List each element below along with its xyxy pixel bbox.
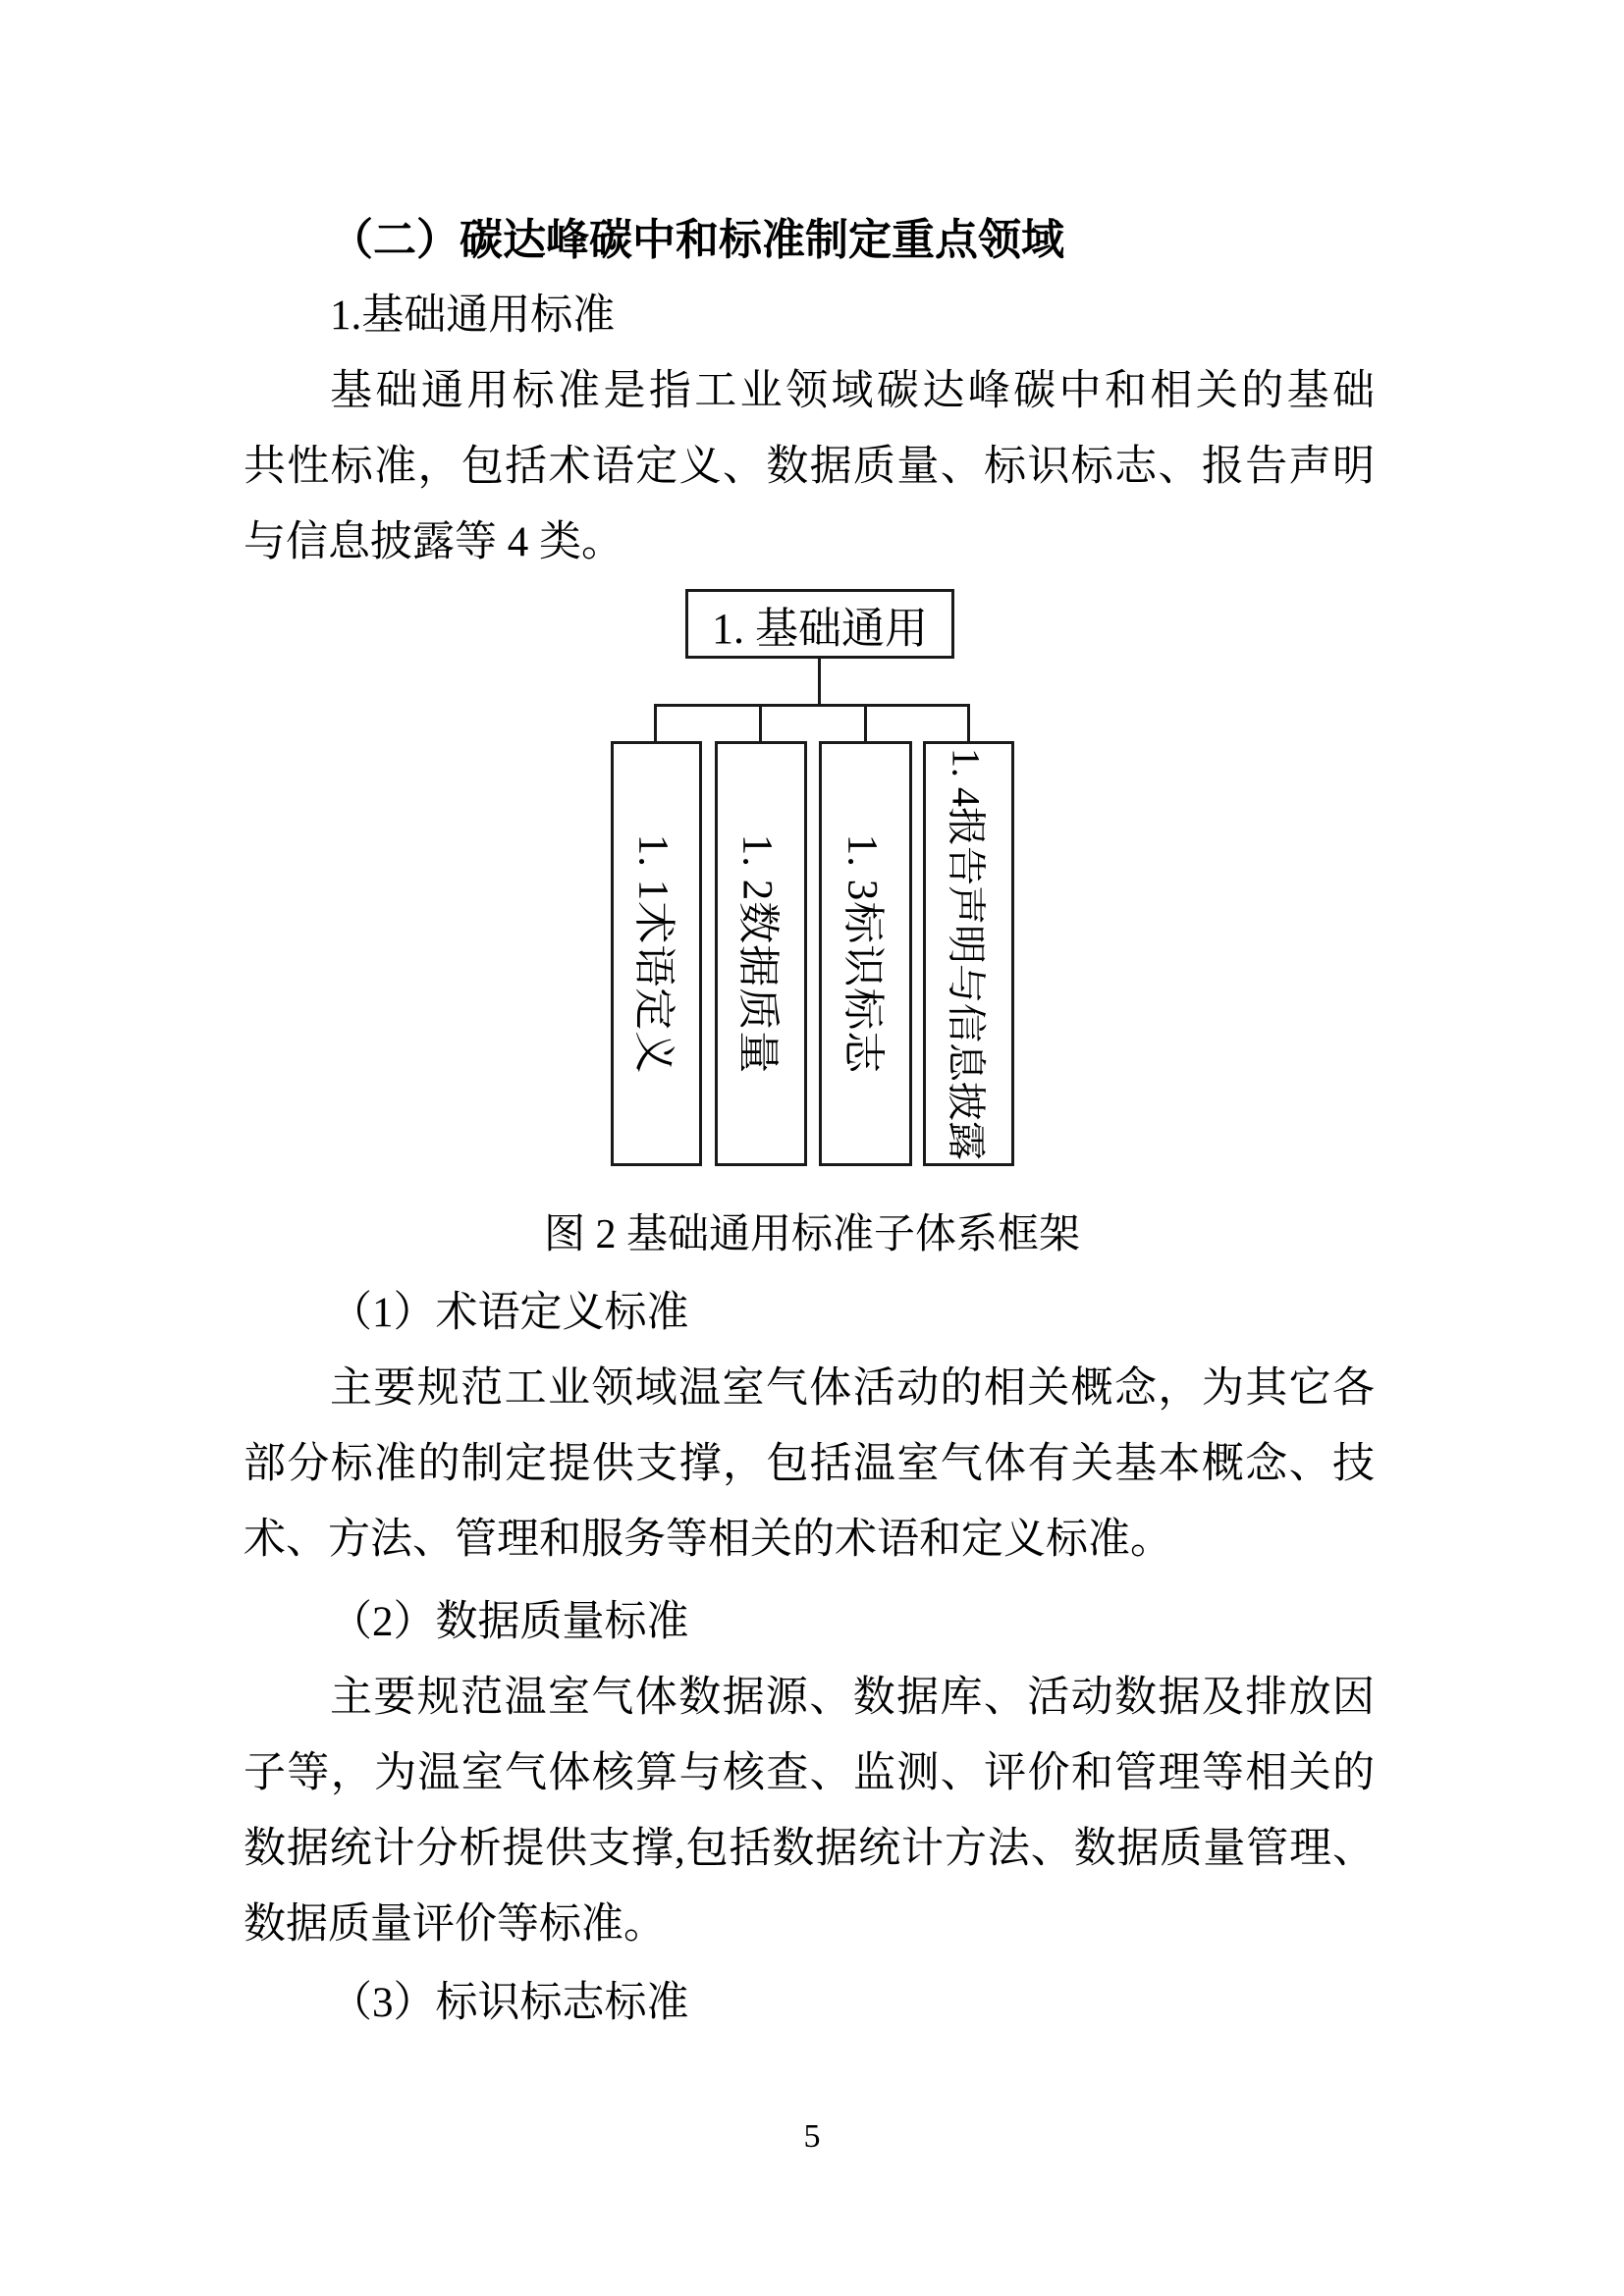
paragraph-3 — [244, 1660, 1375, 1962]
paragraph-1-line: 与信息披露等 4 类。 — [244, 519, 623, 565]
fig-connector-drop — [967, 707, 970, 741]
sub-heading-row — [244, 278, 1375, 353]
paragraph-2-line: 部分标准的制定提供支撑，包括温室气体有关基本概念、技 — [244, 1441, 1375, 1487]
paragraph-3-line: 子等，为温室气体核算与核查、监测、评价和管理等相关的 — [244, 1750, 1375, 1796]
paragraph-3-line: 主要规范温室气体数据源、数据库、活动数据及排放因 — [330, 1675, 1375, 1721]
section-heading: （二）碳达峰碳中和标准制定重点领域 — [330, 216, 1064, 264]
paragraph-2-line: 主要规范工业领域温室气体活动的相关概念，为其它各 — [330, 1365, 1375, 1412]
fig-root-label: 1. 基础通用 — [712, 604, 928, 653]
paragraph-1-line: 共性标准，包括术语定义、数据质量、标识标志、报告声明 — [244, 444, 1375, 490]
paragraph-3-line: 数据质量评价等标准。 — [244, 1901, 666, 1948]
fig-leaf-box-terms — [611, 741, 702, 1166]
item3-heading-row — [244, 1965, 1375, 2041]
item3-heading: （3）标识标志标准 — [330, 1980, 689, 2026]
page-number: 5 — [803, 2118, 821, 2155]
fig-connector-drop — [864, 707, 867, 741]
fig-connector-drop — [759, 707, 762, 741]
item2-heading-row — [244, 1584, 1375, 1660]
fig-leaf-label: 1. 2数据质量 — [733, 833, 781, 1074]
paragraph-2-line: 术、方法、管理和服务等相关的术语和定义标准。 — [244, 1517, 1172, 1563]
sub-heading: 1.基础通用标准 — [330, 293, 616, 339]
paragraph-1-line: 基础通用标准是指工业领域碳达峰碳中和相关的基础 — [330, 368, 1375, 414]
paragraph-3-line: 数据统计分析提供支撑,包括数据统计方法、数据质量管理、 — [244, 1826, 1375, 1872]
fig-leaf-box-reporting — [923, 741, 1014, 1166]
fig-leaf-label: 1. 1术语定义 — [629, 833, 676, 1074]
fig-leaf-box-labels — [819, 741, 912, 1166]
fig-connector-hline — [654, 704, 970, 707]
paragraph-1 — [244, 353, 1375, 580]
item2-heading: （2）数据质量标准 — [330, 1599, 689, 1645]
section-heading-row — [244, 202, 1375, 278]
paragraph-2 — [244, 1351, 1375, 1577]
fig-leaf-label: 1. 4报告声明与信息披露 — [944, 747, 988, 1160]
item1-heading-row — [244, 1275, 1375, 1351]
fig-connector-stem — [818, 659, 821, 704]
fig-leaf-box-data-quality — [715, 741, 807, 1166]
item1-heading: （1）术语定义标准 — [330, 1290, 689, 1336]
figure-caption: 图 2 基础通用标准子体系框架 — [543, 1212, 1080, 1257]
fig-leaf-label: 1. 3标识标志 — [839, 833, 885, 1074]
fig-root-box — [685, 589, 954, 659]
fig-connector-drop — [654, 707, 657, 741]
